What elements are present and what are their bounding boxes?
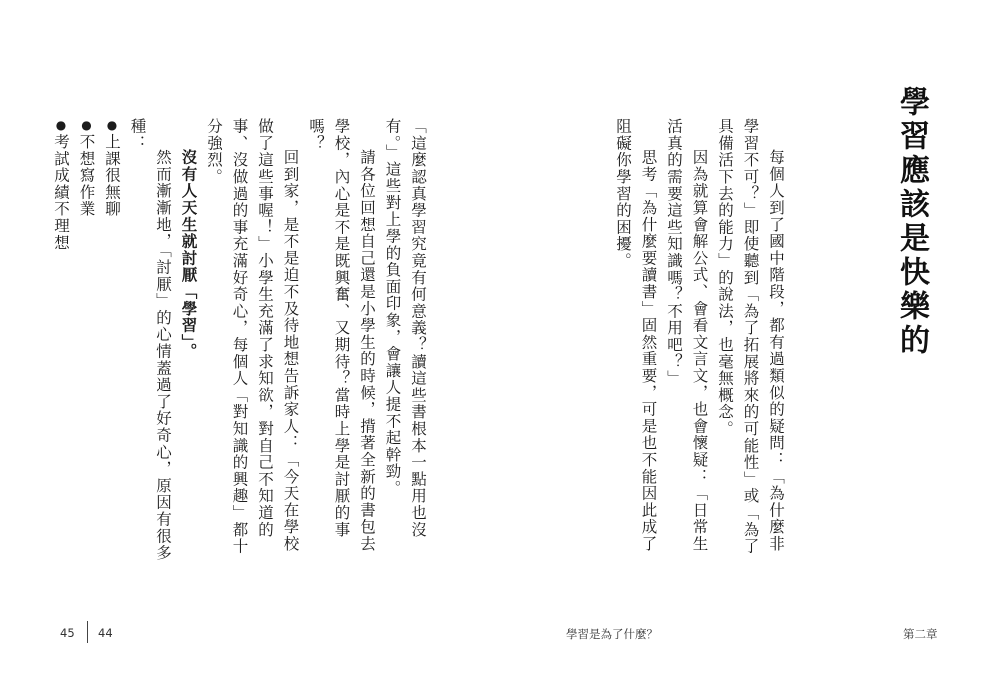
list-item	[99, 118, 125, 568]
chapter-label: 第二章	[903, 627, 938, 641]
chapter-section-title: 學習應該是快樂的	[894, 86, 929, 358]
list-item	[73, 118, 99, 568]
page-number-right: 44	[98, 626, 113, 640]
list-item-text: 考試成績不理想	[52, 133, 70, 251]
paragraph: 「這麼認真學習究竟有何意義？讀這些書根本一點用也沒有。」這些對上學的負面印象，會讓人提不起幹勁。	[383, 118, 427, 538]
body-text-block-left	[48, 118, 431, 568]
running-head: 學習是為了什麼？	[566, 627, 658, 641]
paragraph: 因為就算會解公式、會看文言文，也會懷疑：「日常生活真的需要這些知識嗎？不用吧？」	[665, 118, 709, 553]
list-item-text: 不想寫作業	[77, 133, 96, 218]
paragraph: 每個人到了國中階段，都有過類似的疑問：「為什麼非學習不可？」即使聽到「為了拓展將來的可能性」或「為了具備活下去的能力」的說法，也毫無概念。	[716, 118, 785, 555]
body-text-block-right	[610, 118, 789, 568]
list-item	[48, 118, 74, 568]
paragraph: 請各位回想自己還是小學生的時候，揹著全新的書包去學校，內心是不是既興奮、又期待？當時上學是討厭的事嗎？	[307, 118, 376, 553]
bullet-icon: ●	[54, 118, 68, 134]
list-item-text: 上課很無聊	[103, 133, 121, 218]
paragraph: 思考「為什麼要讀書」固然重要，可是也不能因此成了阻礙你學習的困擾。	[614, 118, 658, 553]
paragraph: 然而漸漸地，「討厭」的心情蓋過了好奇心，原因有很多種：	[128, 118, 172, 562]
page-number-divider	[87, 621, 88, 643]
page-number-left: 45	[60, 626, 75, 640]
bold-statement: 沒有人天生就討厭「學習」。	[179, 149, 198, 360]
reason-list	[48, 118, 125, 568]
paragraph: 回到家，是不是迫不及待地想告訴家人：「今天在學校做了這些事喔！」小學生充滿了求知欲，對自己不知道的事、沒做過的事充滿好奇心，每個人「對知識的興趣」都十分強烈。	[205, 118, 300, 555]
bullet-icon: ●	[105, 118, 119, 134]
bullet-icon: ●	[79, 118, 94, 134]
